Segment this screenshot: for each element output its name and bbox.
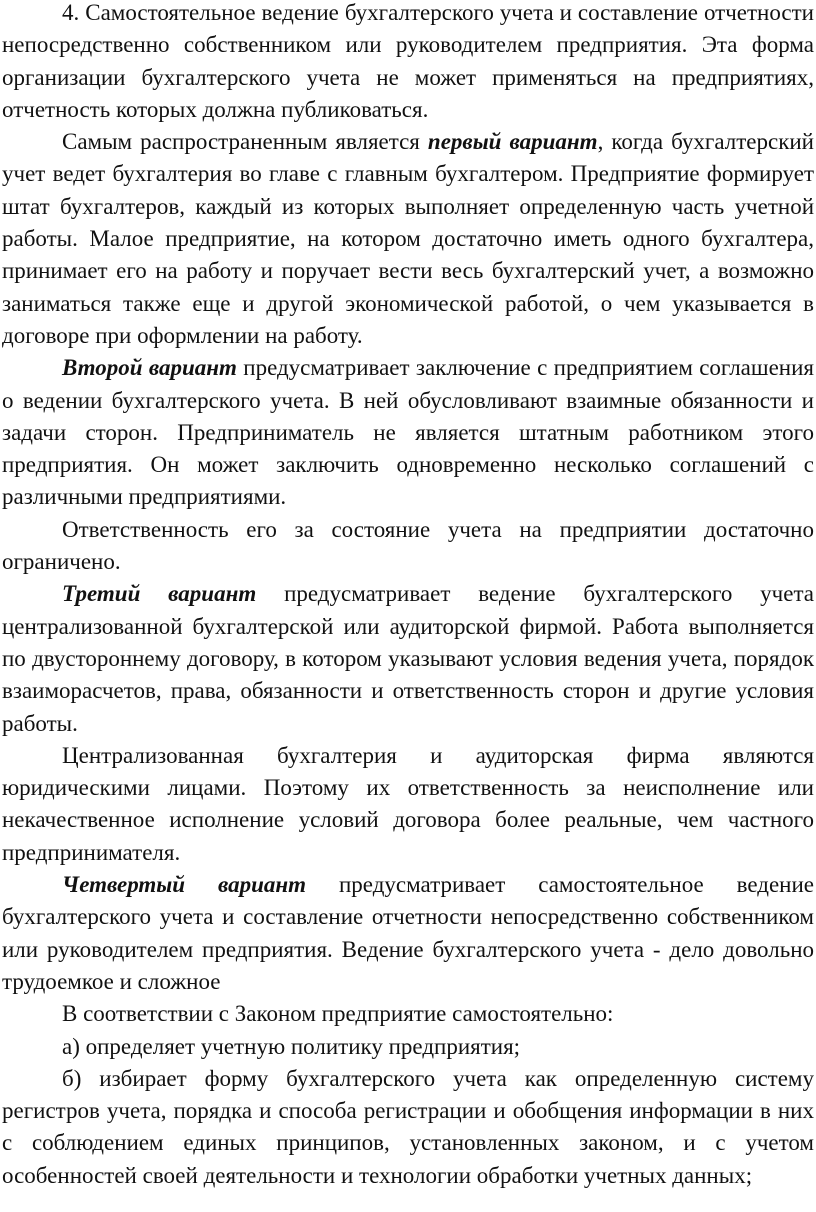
list-item-b (2, 1063, 814, 1192)
list-item-a (2, 1031, 814, 1063)
paragraph-text: Ответственность его за состояние учета на предприятии достаточно ограничено. (2, 516, 814, 575)
paragraph-text: В соответствии с Законом предприятие самостоятельно: (62, 1001, 614, 1027)
paragraph-item-4 (2, 0, 814, 126)
paragraph-centralized (2, 740, 814, 869)
paragraph-pre-text: Самым распространенным является (62, 129, 428, 155)
paragraph-post-text: предусматривает заключение с предприятием соглашения о ведении бухгалтерского учета. В ней обусловливают взаимные обязанности и задачи сторон. Предприниматель не является штатным работником этого предприятия. Он может заключить одновременно несколько соглашений с различными предприятиями. (2, 355, 815, 510)
emphasis-first-variant: первый вариант (427, 129, 598, 155)
paragraph-text: 4. Самостоятельное ведение бухгалтерского учета и составление отчетности непосредственно собственником или руководителем предприятия. Эта форма организации бухгалтерского учета не может применяться на предприятиях, отчетность которых должна публиковаться. (2, 0, 814, 122)
emphasis-third-variant: Третий вариант (62, 581, 257, 607)
paragraph-text: б) избирает форму бухгалтерского учета как определенную систему регистров учета, порядка и способа регистрации и обобщения информации в них с соблюдением единых принципов, установленных законом, и с учетом особенностей своей деятельности и технологии обработки учетных данных; (2, 1065, 814, 1188)
paragraph-first-variant (2, 126, 814, 352)
paragraph-second-variant (2, 352, 814, 513)
paragraph-third-variant (2, 578, 814, 739)
emphasis-second-variant: Второй вариант (62, 355, 237, 381)
paragraph-post-text: предусматривает ведение бухгалтерского учета централизованной бухгалтерской или аудиторской фирмой. Работа выполняется по двустороннему договору, в котором указывают условия ведения учета, порядок взаиморасчетов, права, обязанности и ответственность сторон и другие условия работы. (2, 581, 814, 736)
paragraph-post-text: предусматривает самостоятельное ведение бухгалтерского учета и составление отчетности непосредственно собственником или руководителем предприятия. Ведение бухгалтерского учета - дело довольно трудоемкое и сложное (2, 872, 814, 994)
paragraph-fourth-variant (2, 869, 814, 998)
paragraph-responsibility (2, 514, 814, 579)
paragraph-text: а) определяет учетную политику предприятия; (62, 1033, 521, 1059)
paragraph-post-text: , когда бухгалтерский учет ведет бухгалтерия во главе с главным бухгалтером. Предприятие формирует штат бухгалтеров, каждый из которых выполняет определенную часть учетной работы. Малое предприятие, на котором достаточно иметь одного бухгалтера, принимает его на работу и поручает вести весь бухгалтерский учет, а возможно заниматься также еще и другой экономической работой, о чем указывается в договоре при оформлении на работу. (2, 129, 814, 348)
paragraph-law-intro (2, 998, 814, 1030)
paragraph-text: Централизованная бухгалтерия и аудиторская фирма являются юридическими лицами. Поэтому их ответственность за неисполнение или некачественное исполнение условий договора более реальные, чем частного предпринимателя. (2, 742, 814, 865)
emphasis-fourth-variant: Четвертый вариант (62, 872, 307, 898)
